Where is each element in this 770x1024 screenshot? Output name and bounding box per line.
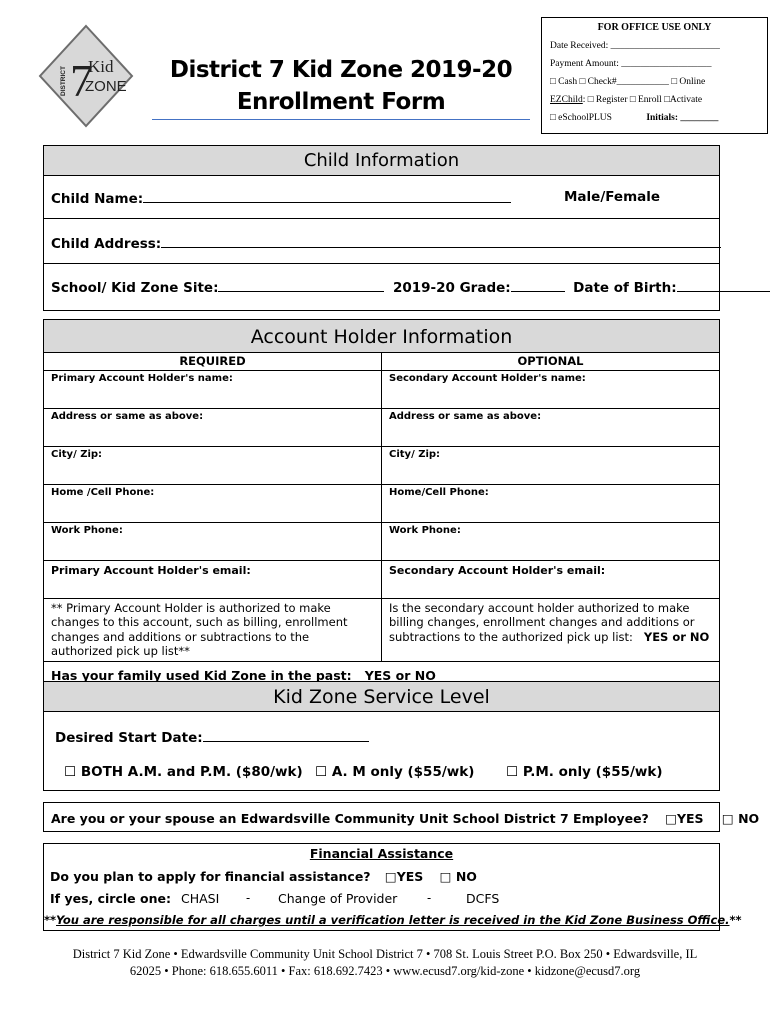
- dob-label: Date of Birth:: [573, 280, 677, 296]
- option-pm-label: P.M. only ($55/wk): [522, 764, 663, 780]
- required-column-header: REQUIRED: [44, 353, 382, 370]
- option-pm-only[interactable]: [506, 764, 663, 780]
- account-holder-table: [44, 353, 719, 690]
- eschoolplus-checkbox[interactable]: □ eSchoolPLUS: [550, 113, 612, 123]
- start-date-input[interactable]: [203, 728, 369, 742]
- grade-input[interactable]: [511, 278, 565, 292]
- primary-email-field[interactable]: Primary Account Holder's email:: [44, 560, 382, 598]
- district-7-kid-zone-logo: [38, 24, 134, 128]
- primary-name-field[interactable]: Primary Account Holder's name:: [44, 370, 382, 408]
- financial-assistance-box: [43, 843, 742, 931]
- payment-method-options[interactable]: □ Cash □ Check#___________ □ Online: [550, 77, 706, 87]
- option-both-am-pm[interactable]: [64, 764, 303, 780]
- past-usage-choice[interactable]: YES or NO: [364, 667, 436, 683]
- date-received-field[interactable]: Date Received: _______________________: [550, 41, 720, 51]
- start-date-row: [55, 728, 369, 747]
- form-title: [152, 54, 530, 118]
- child-name-input[interactable]: [143, 189, 511, 203]
- dob-input[interactable]: [677, 278, 770, 292]
- child-address-row: [44, 219, 719, 264]
- form-title-line2: Enrollment Form: [236, 89, 446, 115]
- ezchild-options[interactable]: [550, 95, 759, 105]
- child-name-label: Child Name:: [51, 191, 144, 207]
- primary-authorization-note: ** Primary Account Holder is authorized to make changes to this account, such as billing, enrollment changes and additions or subtractions to the authorized pick up list**: [44, 598, 382, 661]
- start-date-label: Desired Start Date:: [55, 730, 203, 746]
- office-use-box: [541, 17, 768, 134]
- optional-column-header: OPTIONAL: [382, 353, 720, 370]
- choice-change-of-provider[interactable]: Change of Provider: [278, 891, 398, 906]
- table-row: [44, 370, 719, 408]
- financial-question: Do you plan to apply for financial assistance?: [50, 869, 371, 884]
- employee-no-checkbox[interactable]: □ NO: [721, 811, 760, 826]
- secondary-name-field[interactable]: Secondary Account Holder's name:: [382, 370, 720, 408]
- responsibility-suffix: **: [729, 913, 742, 927]
- checkbox-icon[interactable]: ☐: [64, 764, 77, 780]
- child-address-input[interactable]: [161, 234, 721, 248]
- financial-no-checkbox[interactable]: □ NO: [439, 869, 477, 884]
- financial-yes-checkbox[interactable]: □YES: [384, 869, 424, 884]
- option-both-label: BOTH A.M. and P.M. ($80/wk): [80, 764, 303, 780]
- service-level-header: Kid Zone Service Level: [44, 682, 719, 712]
- table-row: [44, 560, 719, 598]
- table-row: [44, 522, 719, 560]
- logo-digit: 7: [70, 55, 93, 106]
- sex-label[interactable]: Male/Female: [564, 189, 661, 205]
- choice-dcfs[interactable]: DCFS: [466, 891, 500, 906]
- responsibility-note: [44, 913, 742, 927]
- employee-question-box: [43, 802, 760, 832]
- checkbox-icon[interactable]: ☐: [506, 764, 519, 780]
- ezchild-label: EZChild: [550, 95, 583, 105]
- account-holder-section: [43, 319, 720, 691]
- footer-line1: District 7 Kid Zone • Edwardsville Community Unit School District 7 • 708 St. Louis Street P.O. Box 250 • Edwardsville, IL: [72, 947, 698, 961]
- logo-word-kid: Kid: [88, 57, 114, 76]
- school-site-input[interactable]: [218, 278, 384, 292]
- table-row: [44, 408, 719, 446]
- initials-field[interactable]: Initials: ________: [646, 113, 719, 123]
- school-grade-dob-row: [44, 264, 719, 310]
- employee-yes-checkbox[interactable]: □YES: [665, 811, 704, 826]
- child-information-header: Child Information: [44, 146, 719, 176]
- checkbox-icon[interactable]: ☐: [315, 764, 328, 780]
- secondary-authorization-question: Is the secondary account holder authorized to make billing changes, enrollment changes and additions or subtractions to the authorized pick up list:: [389, 600, 695, 644]
- financial-assistance-header: Financial Assistance: [309, 846, 454, 861]
- secondary-email-field[interactable]: Secondary Account Holder's email:: [382, 560, 720, 598]
- table-row: [44, 446, 719, 484]
- eschool-row: [550, 113, 759, 123]
- secondary-work-phone-field[interactable]: Work Phone:: [382, 522, 720, 560]
- school-site-label: School/ Kid Zone Site:: [51, 280, 219, 296]
- choice-separator: -: [246, 891, 251, 905]
- secondary-city-zip-field[interactable]: City/ Zip:: [382, 446, 720, 484]
- grade-label: 2019-20 Grade:: [392, 280, 511, 296]
- secondary-authorization-cell: [382, 598, 720, 661]
- secondary-authorization-choice[interactable]: YES or NO: [643, 629, 710, 644]
- primary-address-field[interactable]: Address or same as above:: [44, 408, 382, 446]
- account-holder-header: Account Holder Information: [44, 320, 719, 353]
- child-name-row: [44, 176, 719, 219]
- title-underline: [152, 119, 530, 120]
- footer-line2: 62025 • Phone: 618.655.6011 • Fax: 618.692.7423 • www.ecusd7.org/kid-zone • kidzone@ecusd7.org: [129, 964, 641, 978]
- circle-one-label: If yes, circle one:: [50, 891, 171, 906]
- service-level-section: [43, 681, 720, 791]
- secondary-address-field[interactable]: Address or same as above:: [382, 408, 720, 446]
- logo-word-zone: ZONE: [85, 78, 127, 95]
- primary-city-zip-field[interactable]: City/ Zip:: [44, 446, 382, 484]
- responsibility-prefix: **: [44, 913, 57, 927]
- office-use-heading: FOR OFFICE USE ONLY: [597, 22, 712, 33]
- logo-side-text: DISTRICT: [60, 66, 67, 96]
- footer-contact-info: [40, 946, 730, 980]
- employee-question: Are you or your spouse an Edwardsville Community Unit School District 7 Employee?: [51, 811, 649, 826]
- form-title-line1: District 7 Kid Zone 2019-20: [169, 57, 513, 83]
- primary-work-phone-field[interactable]: Work Phone:: [44, 522, 382, 560]
- secondary-home-phone-field[interactable]: Home/Cell Phone:: [382, 484, 720, 522]
- financial-circle-row: [50, 891, 500, 906]
- option-am-label: A. M only ($55/wk): [331, 764, 475, 780]
- child-information-section: [43, 145, 720, 311]
- choice-chasi[interactable]: CHASI: [181, 891, 220, 906]
- financial-question-row: [50, 869, 477, 884]
- primary-home-phone-field[interactable]: Home /Cell Phone:: [44, 484, 382, 522]
- ezchild-option-list[interactable]: : □ Register □ Enroll □Activate: [582, 95, 703, 105]
- responsibility-text: You are responsible for all charges until a verification letter is received in the Kid Zone Business Office.: [56, 913, 730, 927]
- payment-amount-field[interactable]: Payment Amount: ___________________: [550, 59, 712, 69]
- choice-separator: -: [427, 891, 432, 905]
- past-usage-question: Has your family used Kid Zone in the past:: [51, 667, 352, 683]
- table-row: [44, 598, 719, 661]
- option-am-only[interactable]: [315, 764, 474, 780]
- child-address-label: Child Address:: [51, 236, 162, 252]
- table-row: [44, 484, 719, 522]
